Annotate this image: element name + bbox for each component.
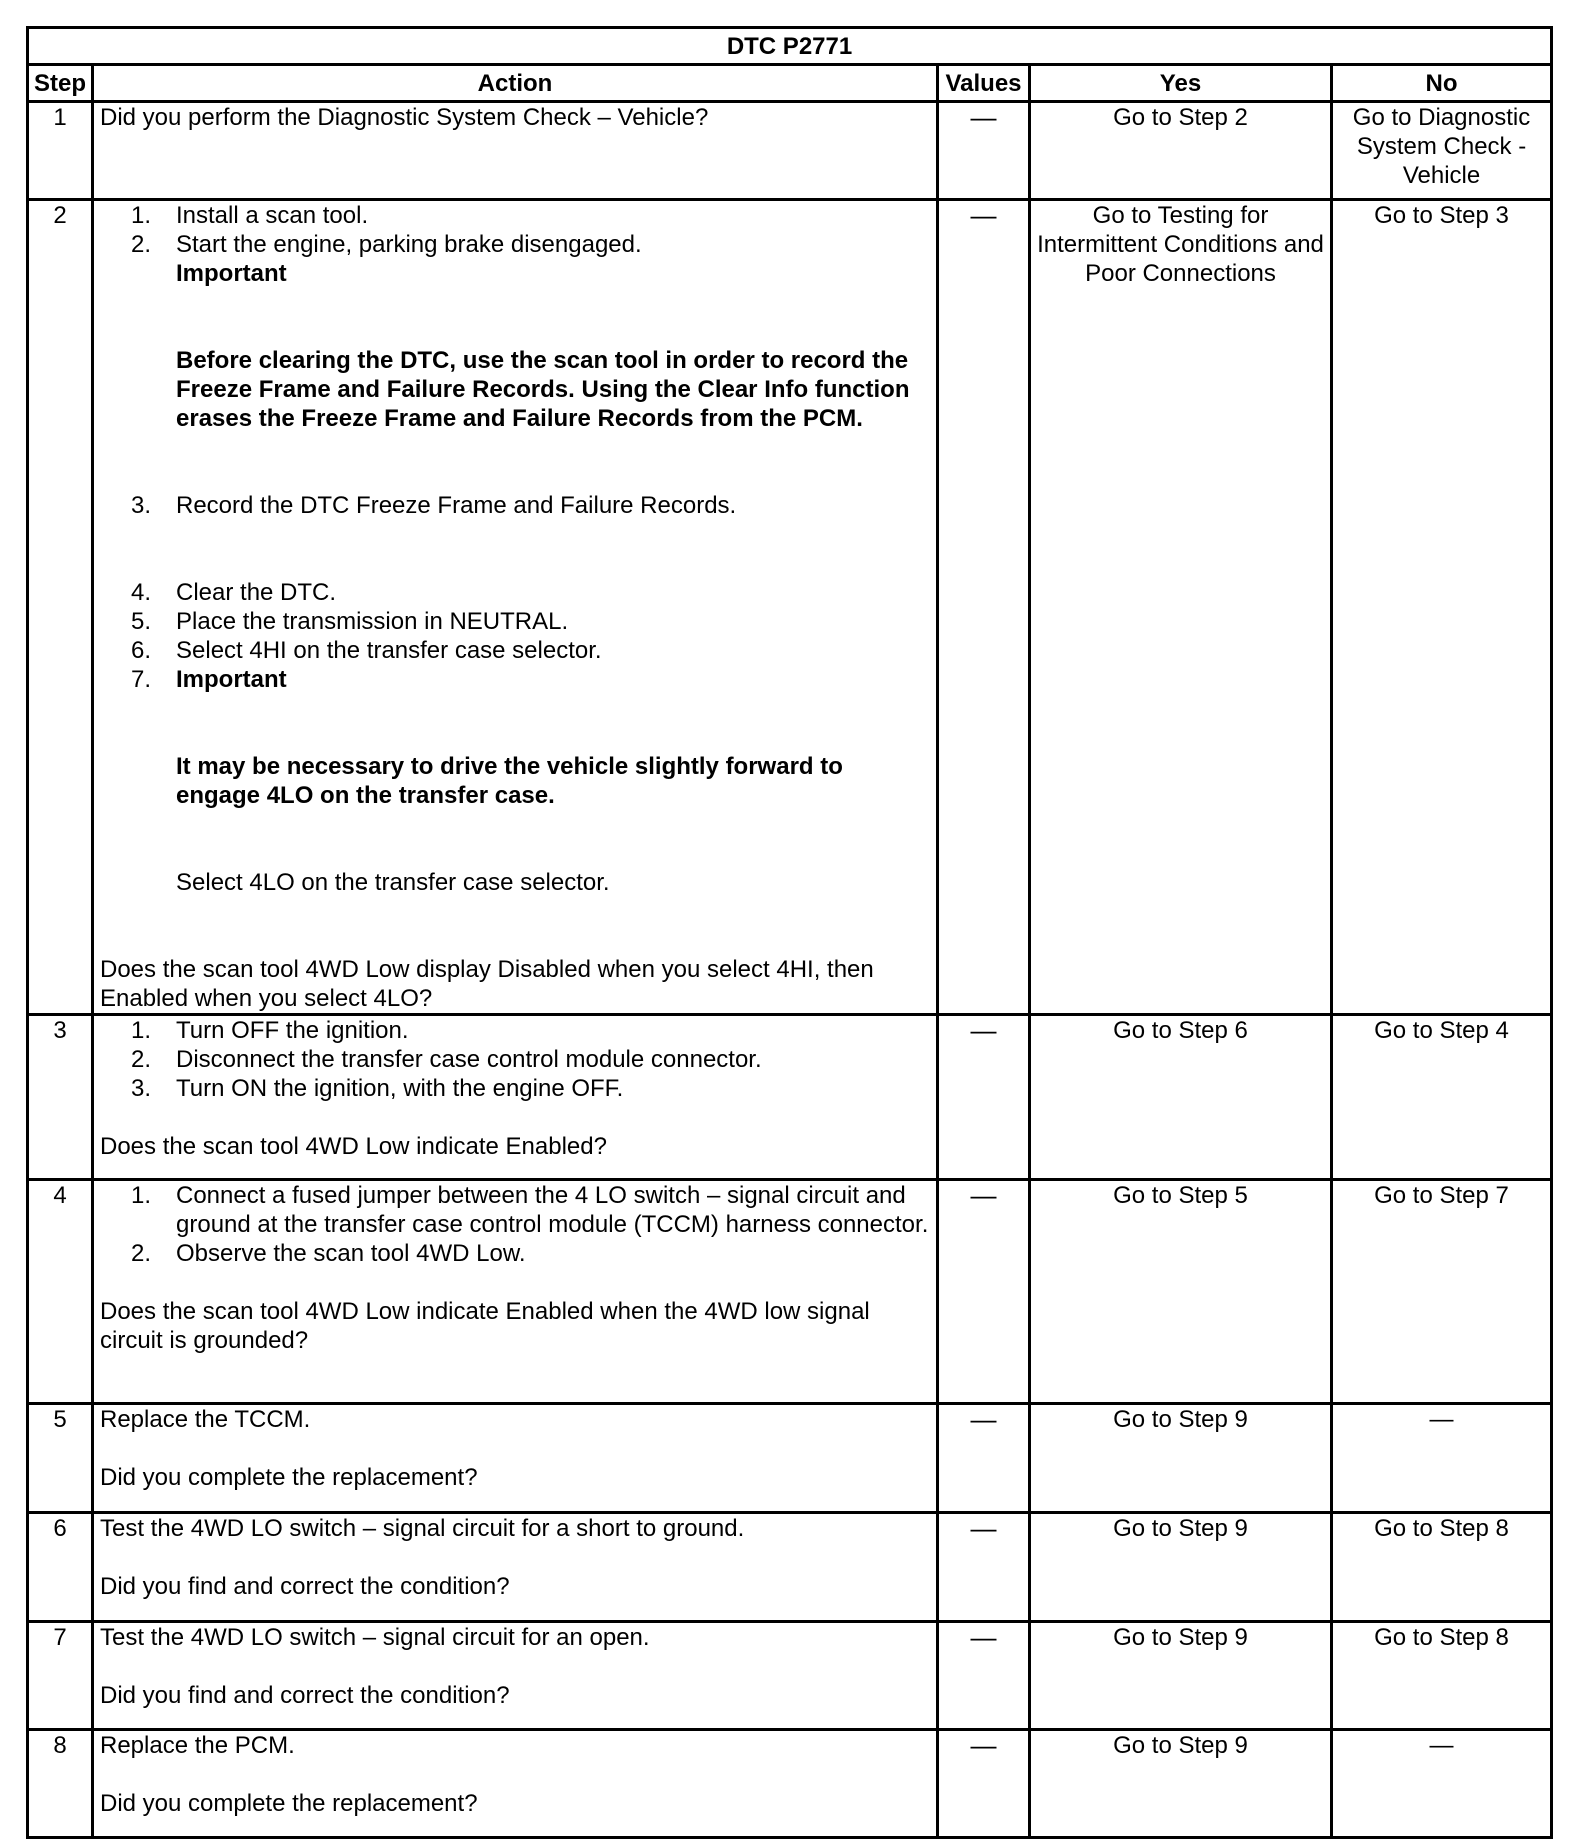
action-cell bbox=[93, 1180, 938, 1404]
action-cell bbox=[93, 102, 938, 200]
header-yes: Yes bbox=[1030, 65, 1332, 102]
yes-link[interactable]: Go to Testing for Intermittent Conditions and Poor Connections bbox=[1030, 200, 1332, 1015]
list-item: 7. Important bbox=[130, 666, 287, 693]
table-row bbox=[28, 102, 1552, 200]
no-cell: — bbox=[1332, 1404, 1552, 1513]
yes-link[interactable]: Go to Step 6 bbox=[1030, 1015, 1332, 1180]
no-link[interactable]: Go to Step 3 bbox=[1332, 200, 1552, 1015]
list-item: 5. Place the transmission in NEUTRAL. bbox=[130, 608, 569, 635]
no-link[interactable]: Go to Diagnostic System Check - Vehicle bbox=[1332, 102, 1552, 200]
action-text: Replace the PCM. bbox=[100, 1732, 295, 1759]
yes-link[interactable]: Go to Step 9 bbox=[1030, 1622, 1332, 1730]
list-item: Select 4LO on the transfer case selector. bbox=[176, 869, 610, 896]
action-text: Replace the TCCM. bbox=[100, 1406, 311, 1433]
action-question: Did you complete the replacement? bbox=[100, 1464, 478, 1491]
step-number: 1 bbox=[28, 102, 93, 200]
no-cell: — bbox=[1332, 1730, 1552, 1838]
action-text: Test the 4WD LO switch – signal circuit for a short to ground. bbox=[100, 1515, 745, 1542]
important-note: Before clearing the DTC, use the scan tool in order to record the Freeze Frame and Failure Records. Using the Clear Info function erases the Freeze Frame and Failure Records from the PCM. bbox=[176, 347, 910, 432]
header-step: Step bbox=[28, 65, 93, 102]
no-link[interactable]: Go to Step 7 bbox=[1332, 1180, 1552, 1404]
list-item: 1. Install a scan tool. bbox=[130, 202, 369, 229]
important-label: Important bbox=[176, 260, 287, 287]
step-number: 4 bbox=[28, 1180, 93, 1404]
step-number: 2 bbox=[28, 200, 93, 1015]
action-cell bbox=[93, 1015, 938, 1180]
step-number: 6 bbox=[28, 1513, 93, 1622]
yes-link[interactable]: Go to Step 9 bbox=[1030, 1513, 1332, 1622]
action-question: Does the scan tool 4WD Low indicate Enabled? bbox=[100, 1133, 607, 1160]
no-link[interactable]: Go to Step 8 bbox=[1332, 1622, 1552, 1730]
list-item: 2. Start the engine, parking brake disengaged. bbox=[130, 231, 642, 258]
action-question: Did you find and correct the condition? bbox=[100, 1682, 510, 1709]
table-row bbox=[28, 1622, 1552, 1730]
table-row bbox=[28, 200, 1552, 1015]
action-cell bbox=[93, 200, 938, 1015]
step-number: 3 bbox=[28, 1015, 93, 1180]
values-cell: — bbox=[938, 102, 1030, 200]
action-cell bbox=[93, 1404, 938, 1513]
values-cell: — bbox=[938, 1513, 1030, 1622]
action-cell bbox=[93, 1513, 938, 1622]
list-item: 1. Turn OFF the ignition. bbox=[130, 1017, 409, 1044]
action-question: Did you complete the replacement? bbox=[100, 1790, 478, 1817]
no-link[interactable]: Go to Step 4 bbox=[1332, 1015, 1552, 1180]
list-item: 1. Connect a fused jumper between the 4 LO switch – signal circuit and ground at the transfer case control module (TCCM) harness connector. bbox=[130, 1182, 929, 1238]
list-item: 2. Observe the scan tool 4WD Low. bbox=[130, 1240, 526, 1267]
list-item: 3. Record the DTC Freeze Frame and Failure Records. bbox=[130, 492, 737, 519]
action-question: Does the scan tool 4WD Low indicate Enabled when the 4WD low signal circuit is grounded? bbox=[100, 1298, 870, 1354]
values-cell: — bbox=[938, 1730, 1030, 1838]
action-text: Did you perform the Diagnostic System Check – Vehicle? bbox=[100, 104, 709, 131]
values-cell: — bbox=[938, 1404, 1030, 1513]
header-values: Values bbox=[938, 65, 1030, 102]
step-number: 5 bbox=[28, 1404, 93, 1513]
yes-link[interactable]: Go to Step 2 bbox=[1030, 102, 1332, 200]
list-item: 6. Select 4HI on the transfer case selector. bbox=[130, 637, 602, 664]
no-link[interactable]: Go to Step 8 bbox=[1332, 1513, 1552, 1622]
table-title: DTC P2771 bbox=[28, 28, 1552, 65]
yes-link[interactable]: Go to Step 9 bbox=[1030, 1730, 1332, 1838]
table-row bbox=[28, 1180, 1552, 1404]
action-cell bbox=[93, 1730, 938, 1838]
list-item: 2. Disconnect the transfer case control module connector. bbox=[130, 1046, 762, 1073]
table-row bbox=[28, 1730, 1552, 1838]
table-row bbox=[28, 1513, 1552, 1622]
step-number: 8 bbox=[28, 1730, 93, 1838]
table-row bbox=[28, 1404, 1552, 1513]
action-text: Test the 4WD LO switch – signal circuit for an open. bbox=[100, 1624, 650, 1651]
action-question: Does the scan tool 4WD Low display Disabled when you select 4HI, then Enabled when you select 4LO? bbox=[100, 956, 874, 1012]
values-cell: — bbox=[938, 1180, 1030, 1404]
header-no: No bbox=[1332, 65, 1552, 102]
yes-link[interactable]: Go to Step 9 bbox=[1030, 1404, 1332, 1513]
list-item: 3. Turn ON the ignition, with the engine OFF. bbox=[130, 1075, 624, 1102]
yes-link[interactable]: Go to Step 5 bbox=[1030, 1180, 1332, 1404]
header-row bbox=[28, 65, 1552, 102]
list-item: 4. Clear the DTC. bbox=[130, 579, 337, 606]
title-row bbox=[28, 28, 1552, 65]
diagnostic-table bbox=[26, 26, 1553, 1839]
action-cell bbox=[93, 1622, 938, 1730]
values-cell: — bbox=[938, 1015, 1030, 1180]
header-action: Action bbox=[93, 65, 938, 102]
table-row bbox=[28, 1015, 1552, 1180]
action-question: Did you find and correct the condition? bbox=[100, 1573, 510, 1600]
values-cell: — bbox=[938, 1622, 1030, 1730]
important-note: It may be necessary to drive the vehicle slightly forward to engage 4LO on the transfer case. bbox=[176, 753, 843, 809]
values-cell: — bbox=[938, 200, 1030, 1015]
step-number: 7 bbox=[28, 1622, 93, 1730]
